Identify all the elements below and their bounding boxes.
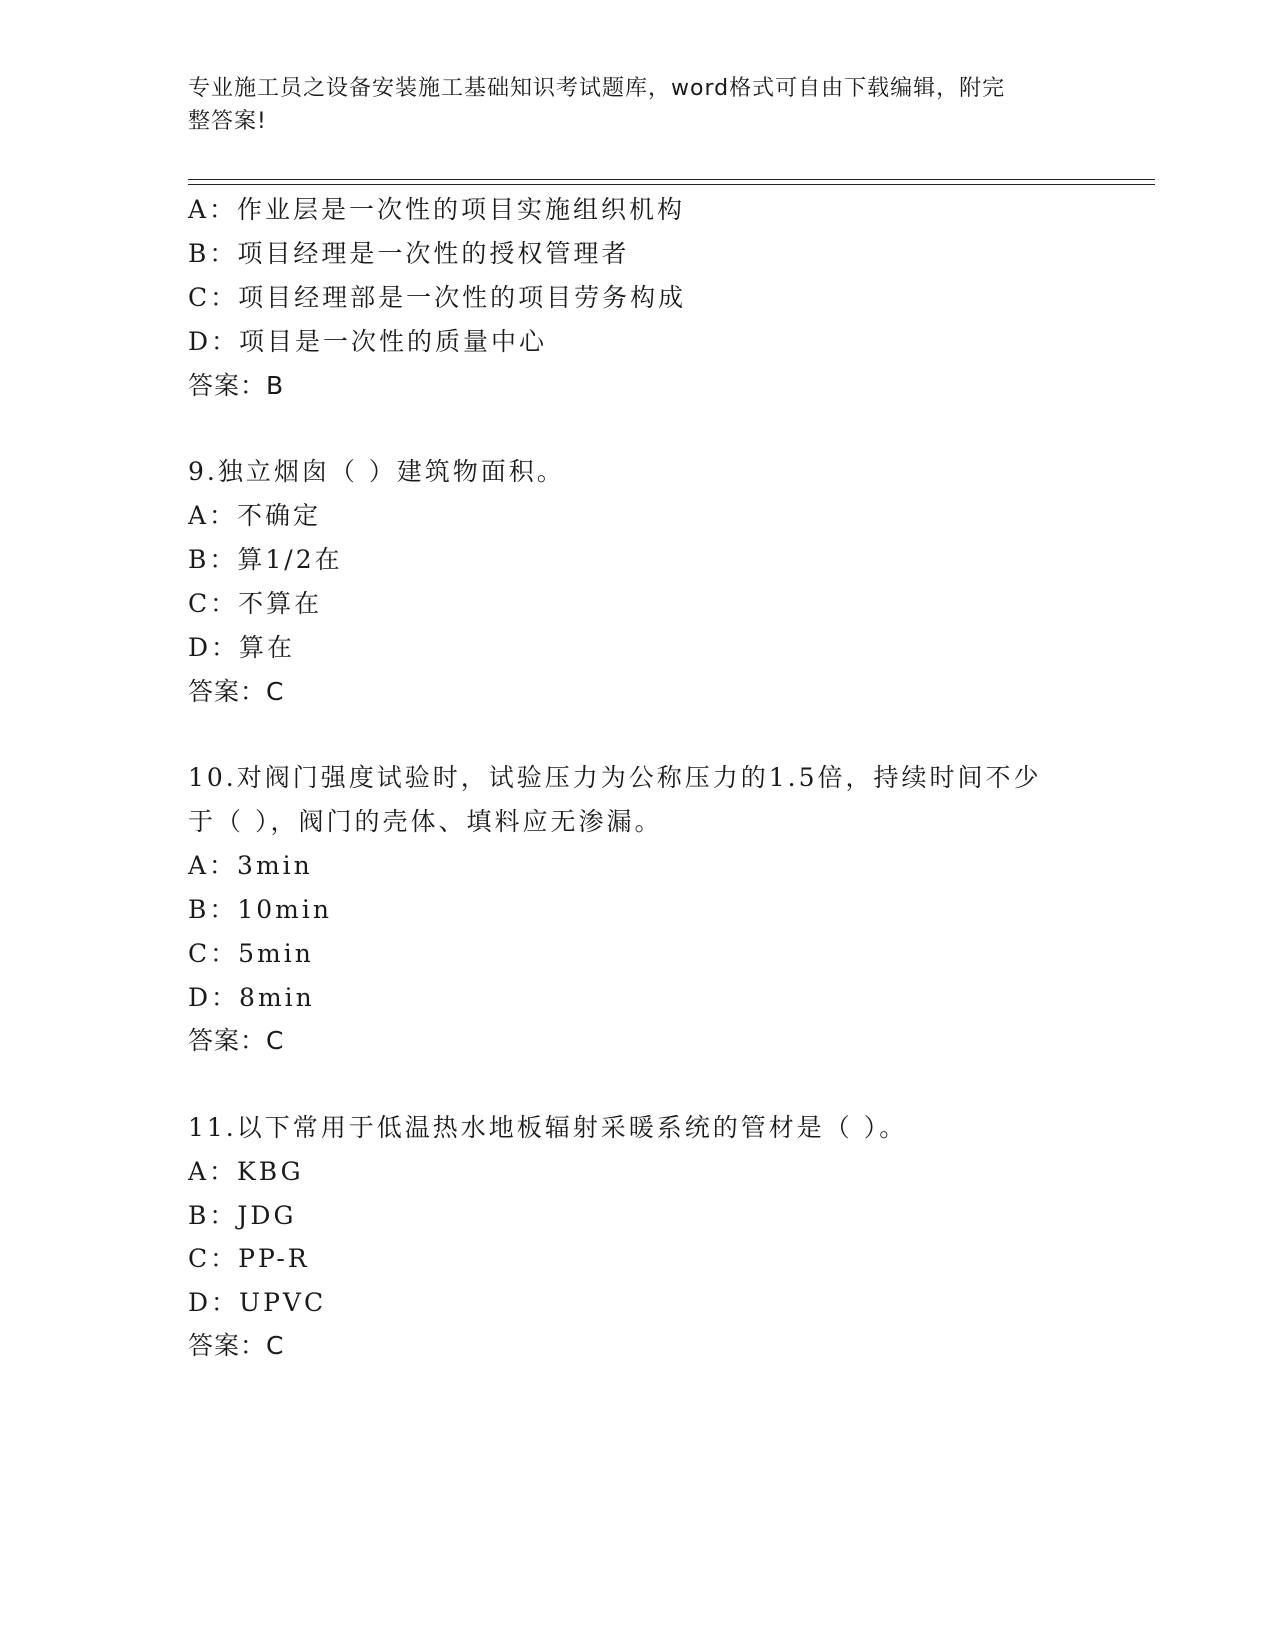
q11-option-b: B：JDG	[188, 1201, 297, 1230]
q10-option-c: C：5min	[188, 939, 314, 968]
q10-option-a: A：3min	[188, 851, 313, 880]
q10-answer: 答案：C	[188, 1026, 285, 1055]
header-divider-top	[188, 179, 1155, 180]
q9-option-a: A：不确定	[188, 501, 322, 530]
header-line-1: 专业施工员之设备安装施工基础知识考试题库，word格式可自由下载编辑，附完	[188, 76, 1006, 101]
q8-option-a: A：作业层是一次性的项目实施组织机构	[188, 195, 686, 224]
header-divider-bottom	[188, 184, 1155, 185]
q9-option-b: B：算1/2在	[188, 545, 343, 574]
q9-question: 9.独立烟囱（ ）建筑物面积。	[188, 457, 565, 486]
q8-option-c: C：项目经理部是一次性的项目劳务构成	[188, 283, 687, 312]
q11-option-c: C：PP-R	[188, 1244, 310, 1273]
q11-option-a: A：KBG	[188, 1157, 304, 1186]
q9-answer: 答案：C	[188, 677, 285, 706]
q11-option-d: D：UPVC	[188, 1288, 327, 1317]
header-line-2: 整答案!	[188, 109, 267, 134]
q10-option-d: D：8min	[188, 983, 315, 1012]
document-header	[188, 72, 1088, 138]
q11-answer: 答案：C	[188, 1331, 285, 1360]
q9-option-c: C：不算在	[188, 589, 323, 618]
q8-option-b: B：项目经理是一次性的授权管理者	[188, 239, 630, 268]
q10-question-line-1: 10.对阀门强度试验时，试验压力为公称压力的1.5倍，持续时间不少	[188, 763, 1042, 792]
q9-option-d: D：算在	[188, 633, 296, 662]
q10-question-line-2: 于（ ），阀门的壳体、填料应无渗漏。	[188, 807, 663, 836]
q11-question: 11.以下常用于低温热水地板辐射采暖系统的管材是（ ）。	[188, 1113, 908, 1142]
q8-option-d: D：项目是一次性的质量中心	[188, 327, 548, 356]
q10-option-b: B：10min	[188, 895, 332, 924]
q8-answer: 答案：B	[188, 371, 285, 400]
